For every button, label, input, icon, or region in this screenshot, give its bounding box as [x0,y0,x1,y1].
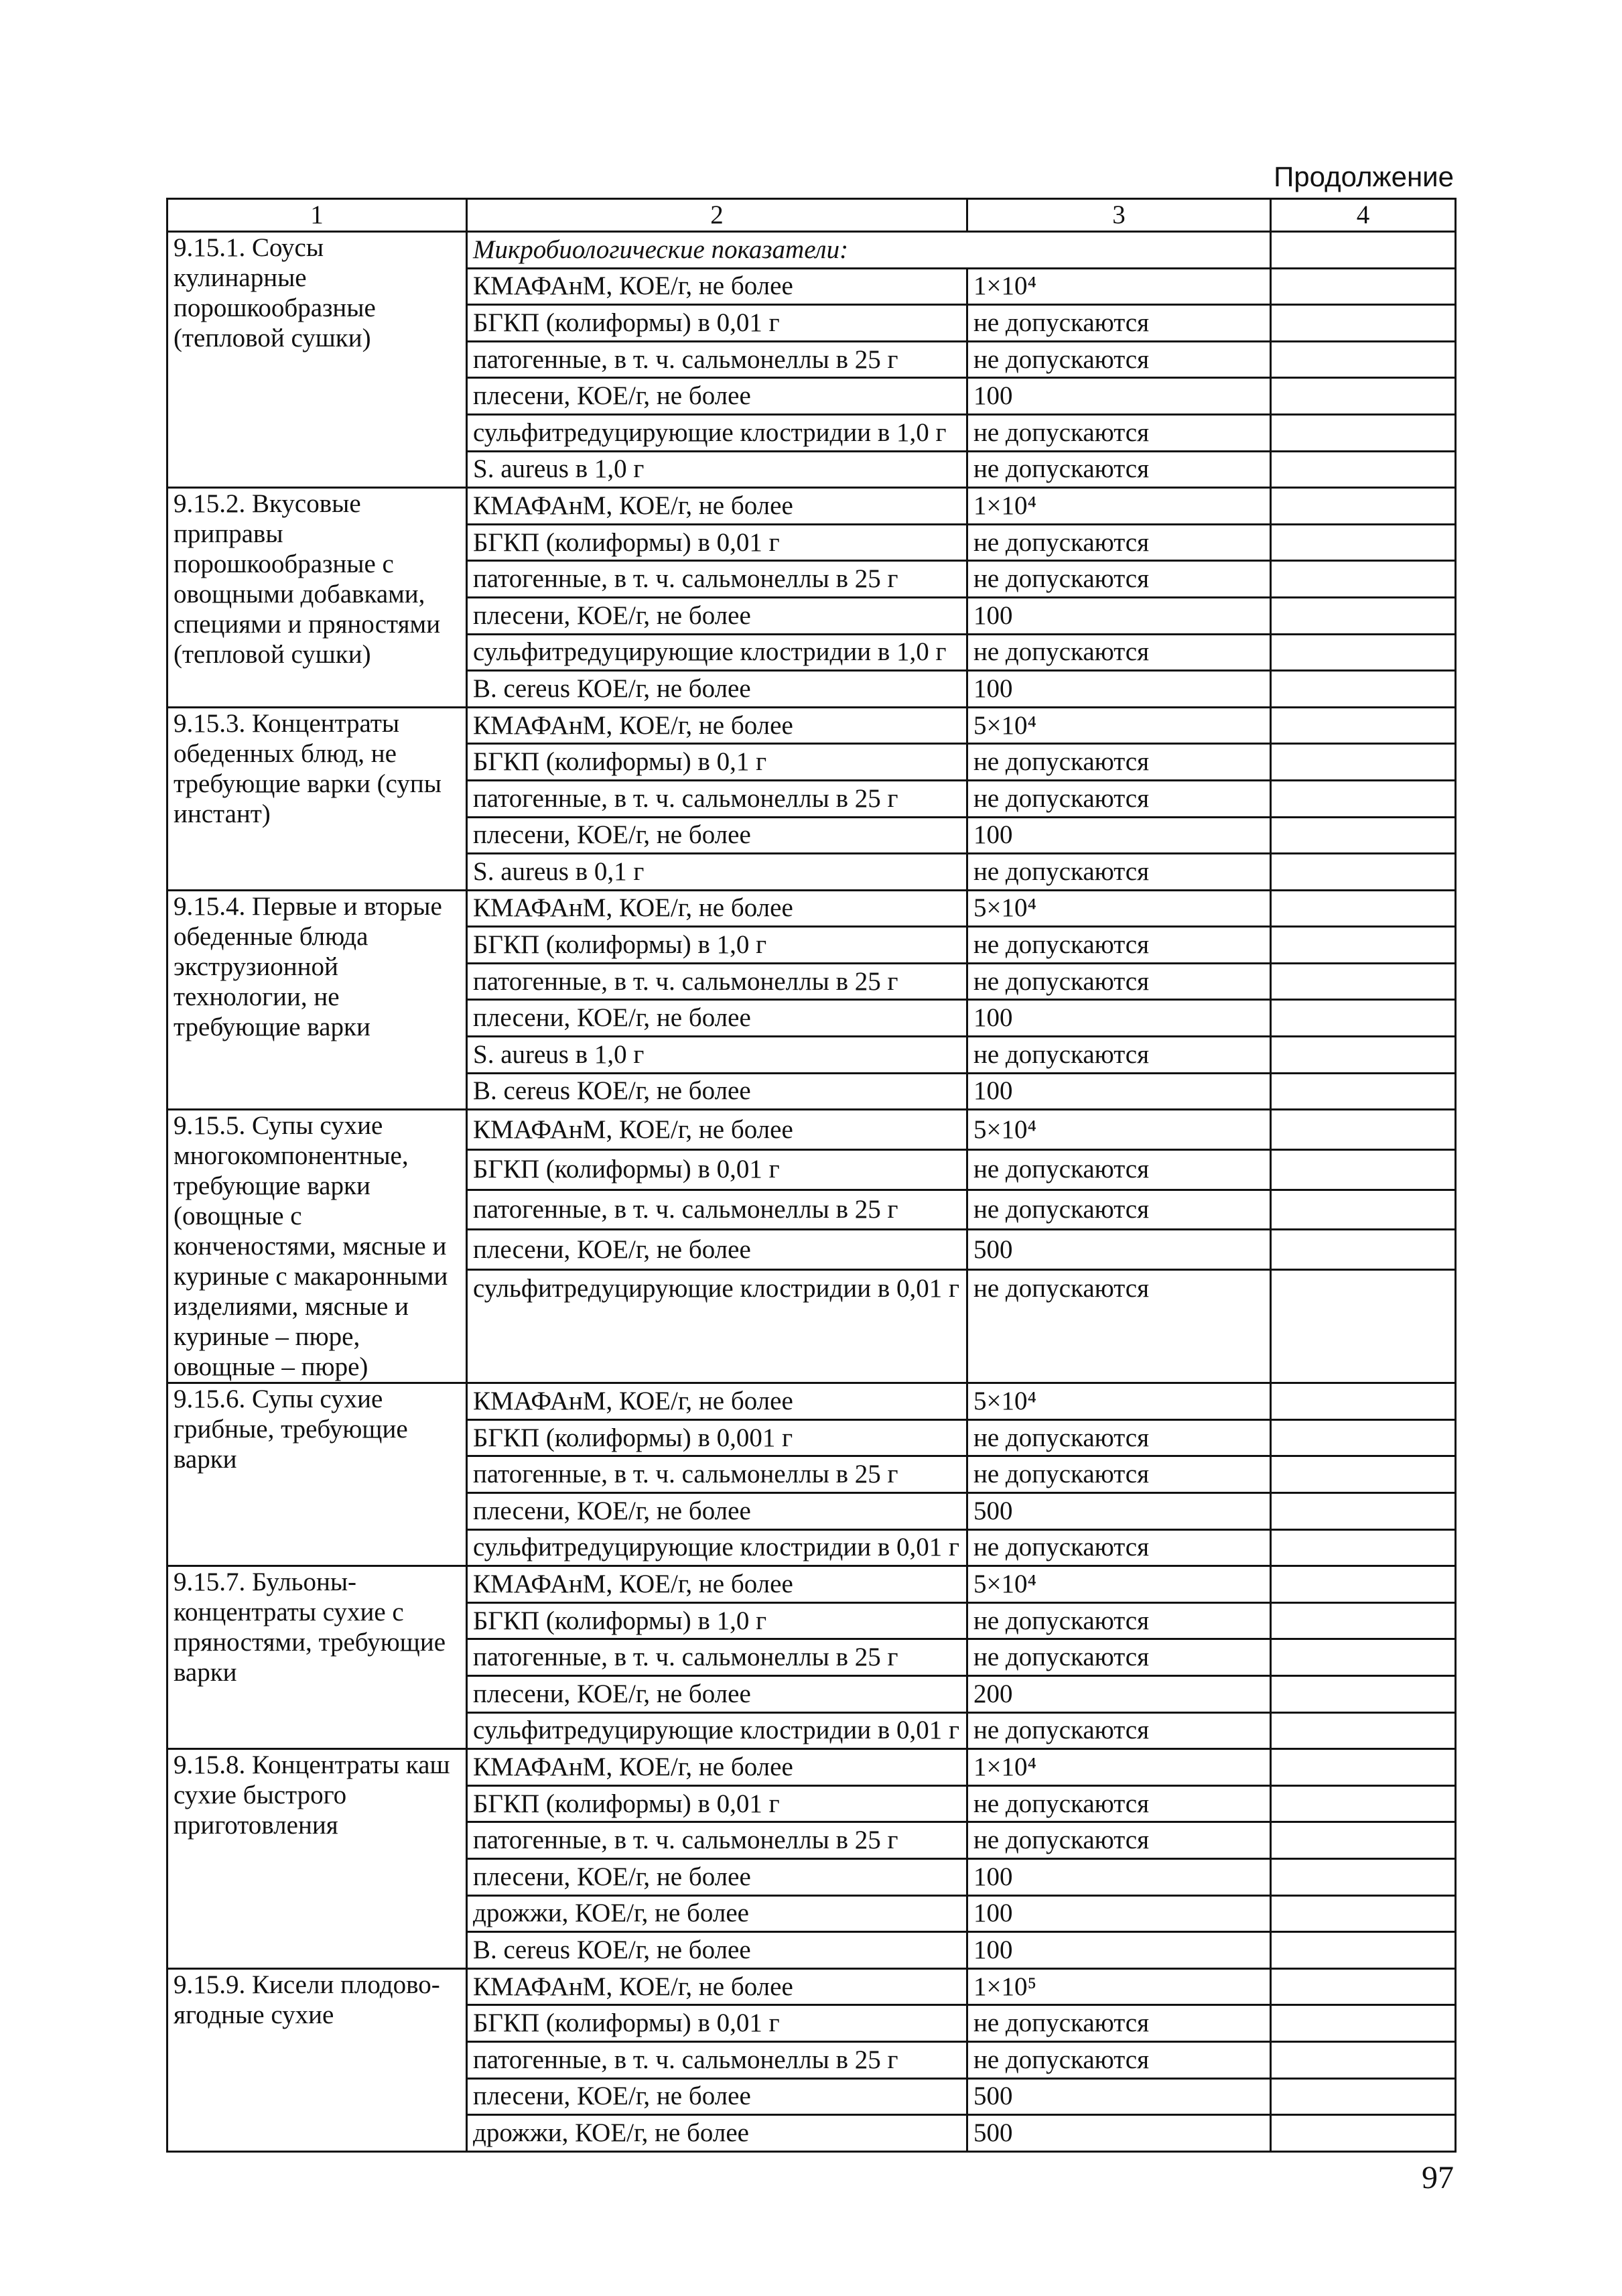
norm-value-cell: 200 [967,1676,1271,1713]
note-cell [1271,341,1456,378]
indicator-cell: плесени, КОЕ/г, не более [467,378,967,415]
table-row [167,232,1456,269]
indicator-cell: патогенные, в т. ч. сальмонеллы в 25 г [467,561,967,598]
indicator-cell: плесени, КОЕ/г, не более [467,1000,967,1037]
note-cell [1271,1968,1456,2005]
indicator-cell: сульфитредуцирующие клостридии в 0,01 г [467,1529,967,1566]
note-cell [1271,561,1456,598]
norm-value-cell: 1×10⁴ [967,1749,1271,1786]
note-cell [1271,232,1456,269]
note-cell [1271,1493,1456,1530]
indicator-cell: патогенные, в т. ч. сальмонеллы в 25 г [467,1190,967,1230]
note-cell [1271,1230,1456,1270]
indicator-cell: патогенные, в т. ч. сальмонеллы в 25 г [467,1822,967,1859]
indicator-cell: БГКП (колиформы) в 0,01 г [467,305,967,342]
note-cell [1271,414,1456,451]
norm-value-cell: не допускаются [967,414,1271,451]
note-cell [1271,1110,1456,1150]
norm-value-cell: 1×10⁴ [967,488,1271,525]
column-number: 1 [167,199,467,232]
table-row [167,488,1456,525]
norm-value-cell: 5×10⁴ [967,707,1271,744]
note-cell [1271,1785,1456,1822]
product-category: 9.15.4. Первые и вторые обеденные блюда экструзионной технологии, не требующие варки [167,890,467,1110]
note-cell [1271,1190,1456,1230]
product-category: 9.15.6. Супы сухие грибные, требующие варки [167,1383,467,1566]
product-category: 9.15.9. Кисели плодово-ягодные сухие [167,1968,467,2151]
norm-value-cell: 500 [967,1493,1271,1530]
note-cell [1271,2078,1456,2115]
note-cell [1271,671,1456,708]
note-cell [1271,1895,1456,1932]
norm-value-cell: 5×10⁴ [967,1110,1271,1150]
note-cell [1271,1073,1456,1110]
table-row [167,1749,1456,1786]
indicator-cell: БГКП (колиформы) в 0,01 г [467,1785,967,1822]
note-cell [1271,378,1456,415]
note-cell [1271,305,1456,342]
indicator-cell: сульфитредуцирующие клостридии в 1,0 г [467,634,967,671]
note-cell [1271,780,1456,817]
note-cell [1271,1639,1456,1676]
norm-value-cell: 5×10⁴ [967,1566,1271,1603]
note-cell [1271,1037,1456,1074]
product-category: 9.15.8. Концентраты каш сухие быстрого приготовления [167,1749,467,1969]
indicator-cell: сульфитредуцирующие клостридии в 0,01 г [467,1269,967,1383]
note-cell [1271,1383,1456,1420]
norm-value-cell: 100 [967,378,1271,415]
page-number: 97 [1422,2160,1454,2195]
note-cell [1271,963,1456,1000]
norm-value-cell: не допускаются [967,1712,1271,1749]
indicator-cell: БГКП (колиформы) в 0,01 г [467,524,967,561]
indicator-cell: БГКП (колиформы) в 0,001 г [467,1419,967,1456]
indicator-cell: КМАФАнМ, КОЕ/г, не более [467,1566,967,1603]
note-cell [1271,488,1456,525]
norm-value-cell: 1×10⁵ [967,1968,1271,2005]
indicator-cell: БГКП (колиформы) в 0,01 г [467,2005,967,2042]
norm-value-cell: 100 [967,1895,1271,1932]
note-cell [1271,890,1456,927]
note-cell [1271,597,1456,634]
note-cell [1271,1529,1456,1566]
norm-value-cell: 100 [967,1858,1271,1895]
norm-value-cell: не допускаются [967,927,1271,964]
norm-value-cell: не допускаются [967,451,1271,488]
indicator-cell: КМАФАнМ, КОЕ/г, не более [467,488,967,525]
table-row [167,890,1456,927]
indicator-cell: КМАФАнМ, КОЕ/г, не более [467,707,967,744]
indicator-cell: дрожжи, КОЕ/г, не более [467,2115,967,2152]
note-cell [1271,707,1456,744]
indicator-cell: плесени, КОЕ/г, не более [467,1858,967,1895]
note-cell [1271,854,1456,891]
indicator-cell: БГКП (колиформы) в 0,1 г [467,744,967,781]
norm-value-cell: не допускаются [967,1190,1271,1230]
indicator-cell: патогенные, в т. ч. сальмонеллы в 25 г [467,341,967,378]
note-cell [1271,1712,1456,1749]
norm-value-cell: не допускаются [967,524,1271,561]
indicator-cell: плесени, КОЕ/г, не более [467,597,967,634]
note-cell [1271,1932,1456,1969]
note-cell [1271,1676,1456,1713]
product-category: 9.15.1. Соусы кулинарные порошкообразные (тепловой сушки) [167,232,467,488]
note-cell [1271,2115,1456,2152]
norm-value-cell: 500 [967,2078,1271,2115]
indicator-cell: КМАФАнМ, КОЕ/г, не более [467,1383,967,1420]
indicator-cell: S. aureus в 1,0 г [467,1037,967,1074]
column-number: 2 [467,199,967,232]
norm-value-cell: не допускаются [967,561,1271,598]
indicator-cell: дрожжи, КОЕ/г, не более [467,1895,967,1932]
indicator-cell: патогенные, в т. ч. сальмонеллы в 25 г [467,780,967,817]
product-category: 9.15.3. Концентраты обеденных блюд, не требующие варки (супы инстант) [167,707,467,890]
note-cell [1271,524,1456,561]
norm-value-cell: не допускаются [967,1785,1271,1822]
indicator-cell: БГКП (колиформы) в 1,0 г [467,927,967,964]
norm-value-cell: не допускаются [967,1149,1271,1190]
norm-value-cell: не допускаются [967,854,1271,891]
continuation-heading: Продолжение [1274,161,1454,192]
note-cell [1271,1749,1456,1786]
table-row [167,1110,1456,1150]
indicator-cell: КМАФАнМ, КОЕ/г, не более [467,1968,967,2005]
indicator-cell: B. cereus КОЕ/г, не более [467,1932,967,1969]
norm-value-cell: 500 [967,1230,1271,1270]
norm-value-cell: не допускаются [967,634,1271,671]
note-cell [1271,1602,1456,1639]
indicator-cell: КМАФАнМ, КОЕ/г, не более [467,890,967,927]
note-cell [1271,2041,1456,2078]
table-row [167,707,1456,744]
indicator-cell: плесени, КОЕ/г, не более [467,817,967,854]
norm-value-cell: 1×10⁴ [967,268,1271,305]
norm-value-cell: не допускаются [967,341,1271,378]
indicator-cell: патогенные, в т. ч. сальмонеллы в 25 г [467,963,967,1000]
norm-value-cell: не допускаются [967,1639,1271,1676]
note-cell [1271,1822,1456,1859]
note-cell [1271,1000,1456,1037]
column-number: 4 [1271,199,1456,232]
note-cell [1271,1149,1456,1190]
norm-value-cell: не допускаются [967,1822,1271,1859]
norm-value-cell: не допускаются [967,1602,1271,1639]
norm-value-cell: не допускаются [967,1037,1271,1074]
note-cell [1271,744,1456,781]
indicator-cell: S. aureus в 0,1 г [467,854,967,891]
indicator-cell: патогенные, в т. ч. сальмонеллы в 25 г [467,2041,967,2078]
norm-value-cell: не допускаются [967,780,1271,817]
indicator-cell: сульфитредуцирующие клостридии в 0,01 г [467,1712,967,1749]
note-cell [1271,1269,1456,1383]
product-category: 9.15.7. Бульоны-концентраты сухие с пряностями, требующие варки [167,1566,467,1749]
norm-value-cell: 5×10⁴ [967,1383,1271,1420]
indicator-cell: БГКП (колиформы) в 0,01 г [467,1149,967,1190]
norm-value-cell: 100 [967,1932,1271,1969]
indicator-cell: КМАФАнМ, КОЕ/г, не более [467,268,967,305]
norm-value-cell: не допускаются [967,744,1271,781]
indicator-cell: БГКП (колиформы) в 1,0 г [467,1602,967,1639]
norm-value-cell: не допускаются [967,1419,1271,1456]
norm-value-cell: 100 [967,1000,1271,1037]
product-category: 9.15.2. Вкусовые приправы порошкообразные с овощными добавками, специями и пряностями (тепловой сушки) [167,488,467,708]
microbiology-table [166,198,1457,2153]
norm-value-cell: не допускаются [967,305,1271,342]
section-intro: Микробиологические показатели: [467,232,1271,269]
indicator-cell: плесени, КОЕ/г, не более [467,1230,967,1270]
norm-value-cell: 100 [967,817,1271,854]
note-cell [1271,634,1456,671]
norm-value-cell: не допускаются [967,2041,1271,2078]
norm-value-cell: 5×10⁴ [967,890,1271,927]
table-row [167,1968,1456,2005]
column-number: 3 [967,199,1271,232]
note-cell [1271,817,1456,854]
indicator-cell: S. aureus в 1,0 г [467,451,967,488]
note-cell [1271,1456,1456,1493]
norm-value-cell: не допускаются [967,2005,1271,2042]
indicator-cell: плесени, КОЕ/г, не более [467,1676,967,1713]
note-cell [1271,927,1456,964]
note-cell [1271,1419,1456,1456]
product-category: 9.15.5. Супы сухие многокомпонентные, требующие варки (овощные с конченостями, мясные и куриные с макаронными изделиями, мясные и куриные – пюре, овощные – пюре) [167,1110,467,1383]
indicator-cell: патогенные, в т. ч. сальмонеллы в 25 г [467,1639,967,1676]
note-cell [1271,1566,1456,1603]
indicator-cell: плесени, КОЕ/г, не более [467,2078,967,2115]
note-cell [1271,268,1456,305]
indicator-cell: B. cereus КОЕ/г, не более [467,671,967,708]
indicator-cell: плесени, КОЕ/г, не более [467,1493,967,1530]
note-cell [1271,2005,1456,2042]
indicator-cell: патогенные, в т. ч. сальмонеллы в 25 г [467,1456,967,1493]
note-cell [1271,1858,1456,1895]
norm-value-cell: 500 [967,2115,1271,2152]
indicator-cell: B. cereus КОЕ/г, не более [467,1073,967,1110]
norm-value-cell: не допускаются [967,1269,1271,1383]
indicator-cell: КМАФАнМ, КОЕ/г, не более [467,1749,967,1786]
column-number-row [167,199,1456,232]
indicator-cell: КМАФАнМ, КОЕ/г, не более [467,1110,967,1150]
table-row [167,1383,1456,1420]
norm-value-cell: не допускаются [967,1456,1271,1493]
table-row [167,1566,1456,1603]
norm-value-cell: не допускаются [967,1529,1271,1566]
indicator-cell: сульфитредуцирующие клостридии в 1,0 г [467,414,967,451]
norm-value-cell: 100 [967,671,1271,708]
norm-value-cell: 100 [967,1073,1271,1110]
norm-value-cell: не допускаются [967,963,1271,1000]
note-cell [1271,451,1456,488]
norm-value-cell: 100 [967,597,1271,634]
